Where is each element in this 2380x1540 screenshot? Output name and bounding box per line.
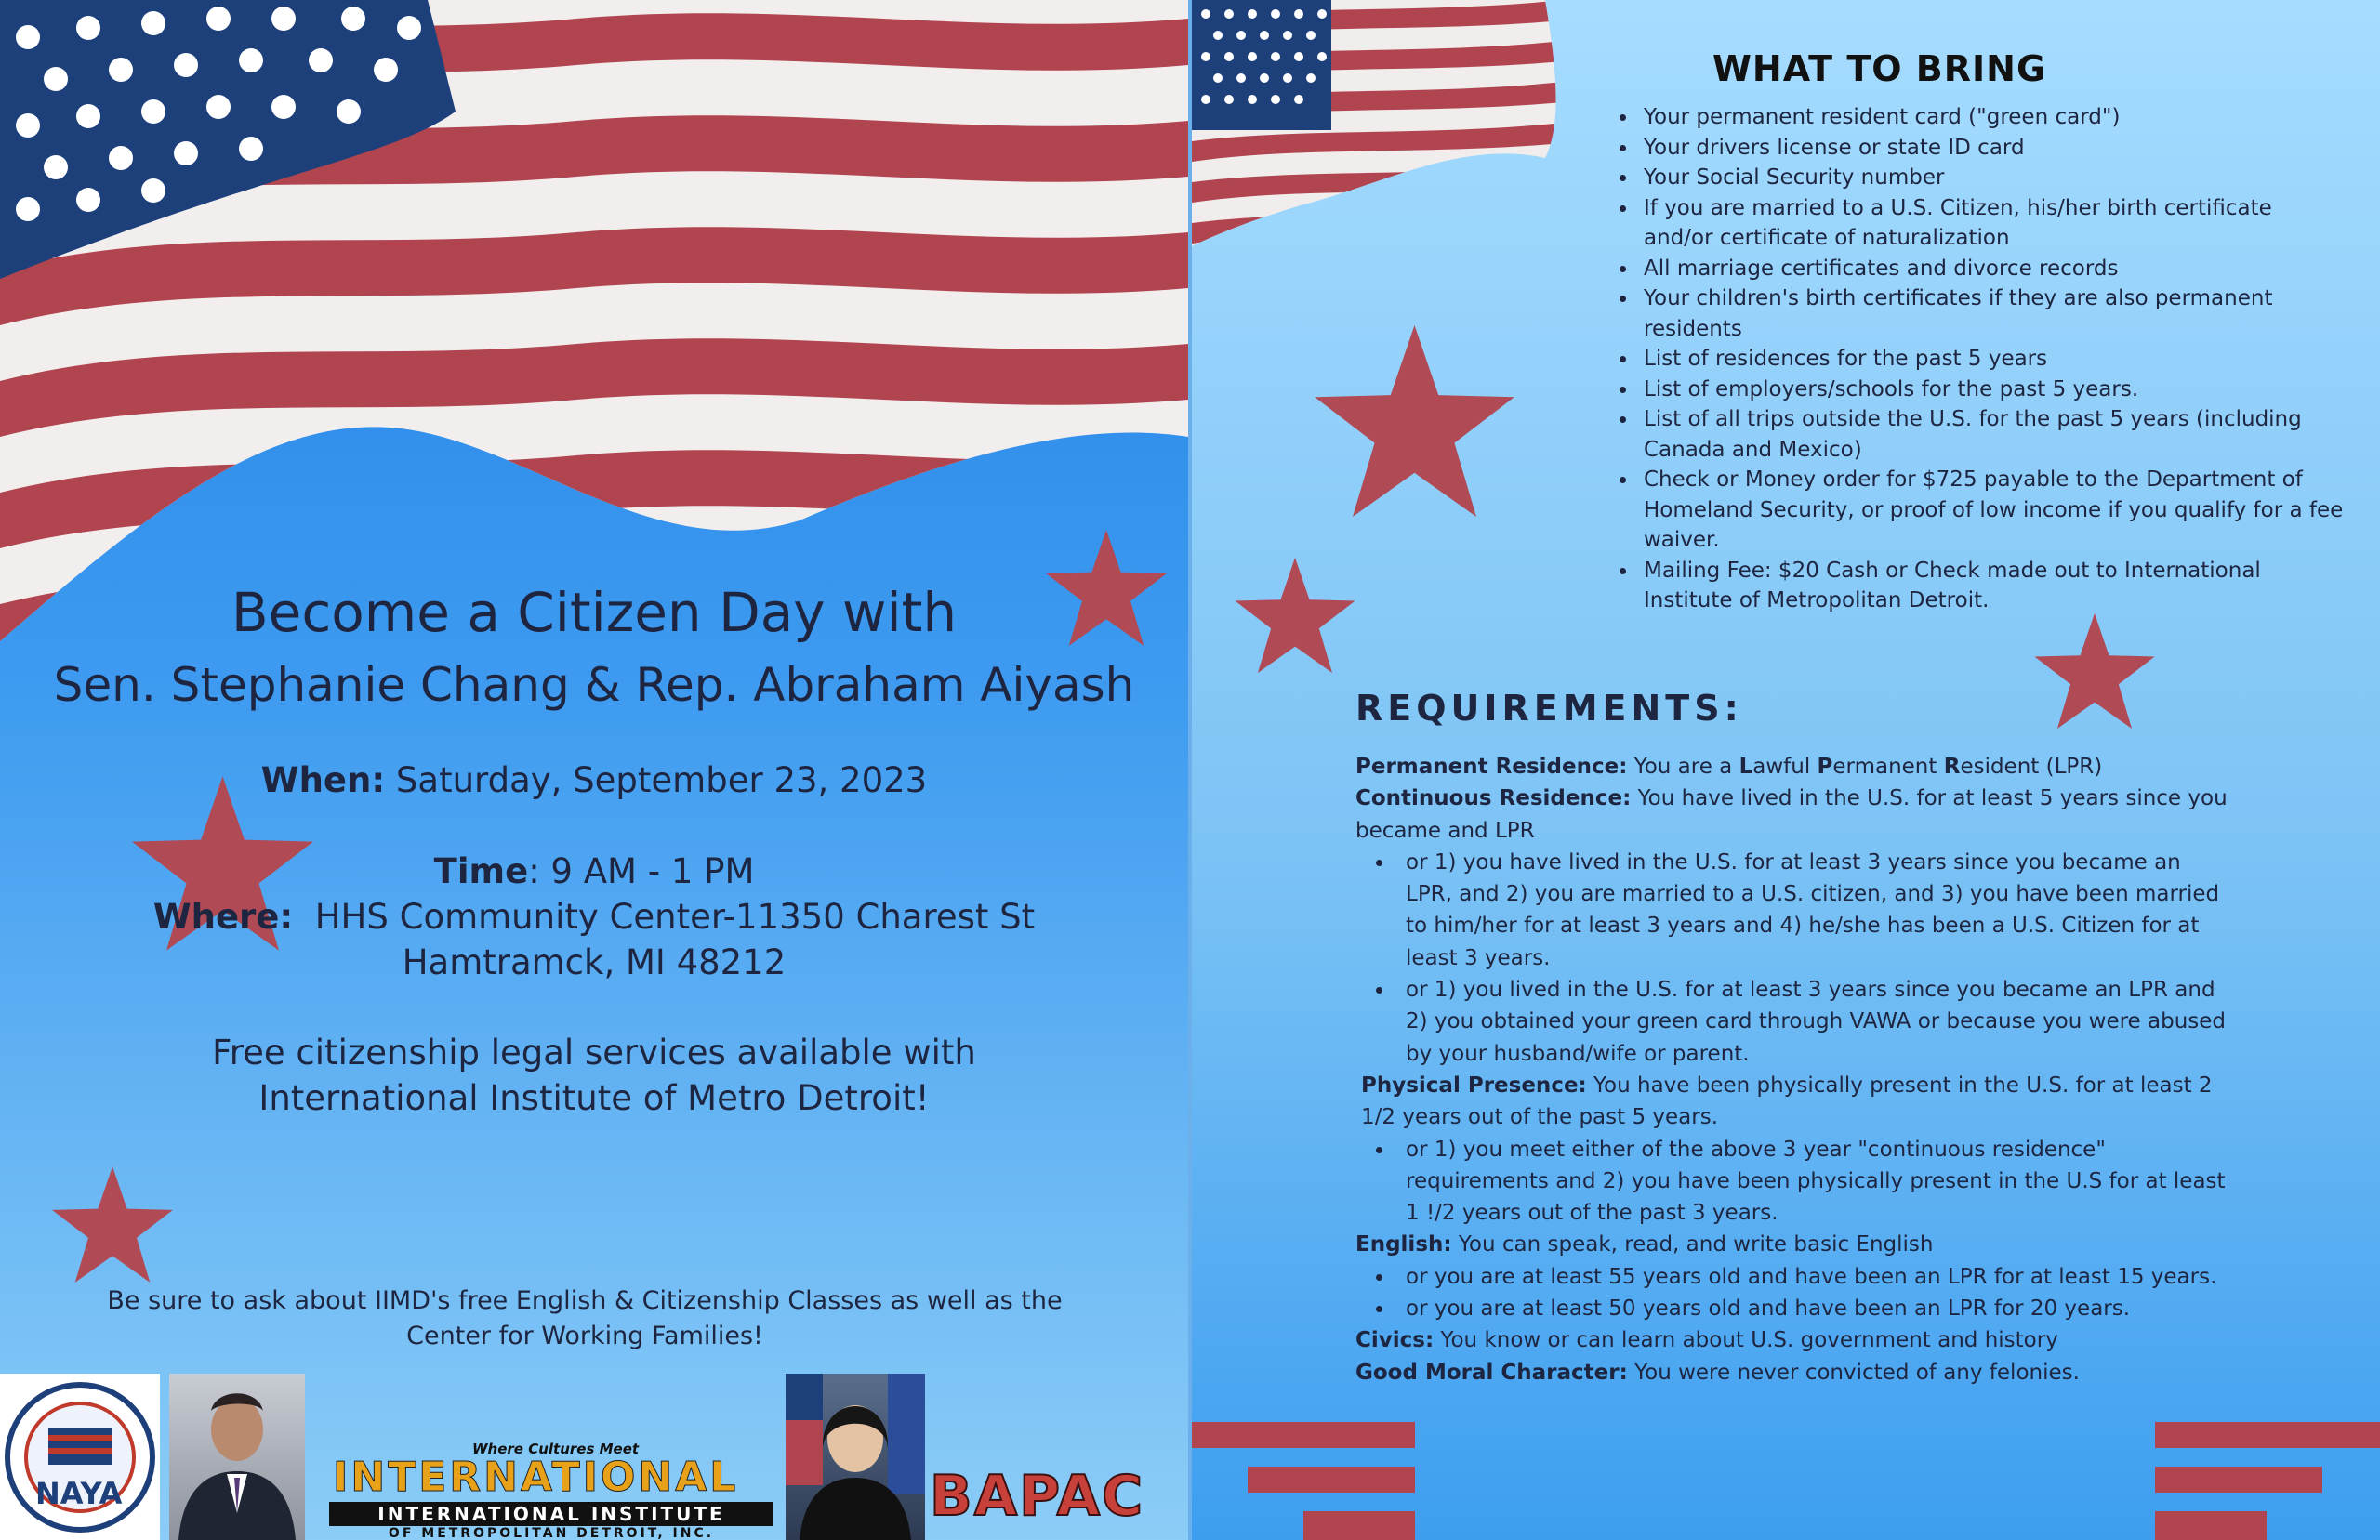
bapac-logo: BAPAC [930,1464,1145,1529]
list-item: • All marriage certificates and divorce records [1638,254,2345,284]
req-permanent-residence [1355,751,2229,783]
list-item: • Your drivers license or state ID card [1638,133,2345,164]
continuous-residence-options [1355,847,2229,1070]
when-label: When: [260,760,386,800]
list-item: • List of employers/schools for the past 5 years. [1638,375,2345,405]
flyer-back [1192,0,2380,1540]
list-item: • If you are married to a U.S. Citizen, his/her birth certificate and/or certificate of naturalization [1638,193,2345,254]
star-icon [1315,325,1514,517]
req-text: You know or can learn about U.S. government and history [1434,1328,2058,1353]
req-text: You are a [1627,755,1739,779]
stripe-decoration [2155,1511,2267,1540]
list-item: • List of all trips outside the U.S. for the past 5 years (including Canada and Mexico) [1638,404,2345,465]
req-label: Permanent Residence: [1355,755,1628,779]
classes-note-line1: Be sure to ask about IIMD's free English & Citizenship Classes as well as the [107,1286,1063,1315]
list-item: • Mailing Fee: $20 Cash or Check made out to International Institute of Metropolitan Detroit. [1638,556,2345,616]
free-services-line2: International Institute of Metro Detroit! [258,1078,930,1118]
classes-note-line2: Center for Working Families! [406,1322,763,1350]
list-item: • or you are at least 50 years old and have been an LPR for 20 years. [1395,1293,2229,1324]
event-subtitle: Sen. Stephanie Chang & Rep. Abraham Aiyash [53,658,1135,712]
req-initial: P [1817,755,1833,779]
list-item: • Your Social Security number [1638,163,2345,193]
req-label: Good Moral Character: [1355,1360,1628,1385]
req-continuous-residence [1355,783,2229,847]
star-icon [1235,558,1355,673]
req-label: Civics: [1355,1328,1435,1353]
event-city: Hamtramck, MI 48212 [402,942,787,982]
where-label: Where: [152,897,294,937]
where-value: HHS Community Center-11350 Charest St [293,897,1036,937]
requirements-heading: REQUIREMENTS: [1355,688,1743,729]
req-physical-presence [1355,1070,2229,1134]
stripe-decoration [1248,1467,1415,1493]
bring-heading: WHAT TO BRING [1712,48,2047,89]
req-label: Continuous Residence: [1355,786,1632,811]
iimd-tagline: Where Cultures Meet [472,1441,640,1457]
english-options [1355,1261,2229,1325]
req-label: English: [1355,1232,1452,1257]
small-flag-illustration [1192,0,1564,251]
stripe-decoration [1303,1511,1415,1540]
star-icon [2034,613,2155,729]
representative-photo [169,1374,305,1540]
stripe-decoration [1192,1422,1415,1448]
req-label: Physical Presence: [1361,1073,1587,1098]
iimd-name: INTERNATIONAL INSTITUTE [329,1502,774,1526]
req-good-moral-character [1355,1357,2229,1389]
iimd-wordmark: INTERNATIONAL [333,1454,739,1501]
star-icon [52,1166,173,1283]
list-item: • or 1) you have lived in the U.S. for at least 3 years since you became an LPR, and 2) you are married to a U.S. citizen, and 3) you have been married to him/her for at least 3 years and 4) he/she has been a U.S. Citizen for at least 3 years. [1395,847,2229,974]
list-item: • or 1) you meet either of the above 3 year "continuous residence" requirements and 2) you have been physically present in the U.S for at least 1 !/2 years out of the past 3 years. [1395,1134,2229,1230]
stripe-decoration [2155,1467,2322,1493]
naya-wordmark: NAYA [35,1476,123,1511]
list-item: • Check or Money order for $725 payable to the Department of Homeland Security, or proof of low income if you qualify for a fee waiver. [1638,465,2345,556]
req-text: ermanent [1832,755,1944,779]
flyer-front [0,0,1188,1540]
time-value: : 9 AM - 1 PM [528,851,755,891]
list-item: • or 1) you lived in the U.S. for at least 3 years since you became an LPR and 2) you obtained your green card through VAWA or because you were abused by your husband/wife or parent. [1395,974,2229,1070]
event-time [0,849,1188,894]
free-services-line1: Free citizenship legal services available with [212,1033,976,1073]
iimd-subname: OF METROPOLITAN DETROIT, INC. [388,1526,715,1540]
time-label: Time [433,851,529,891]
bring-list [1601,102,2345,616]
list-item: • Your permanent resident card ("green card") [1638,102,2345,133]
req-text: You have been physically present in the U.S. for at least 2 1/2 years out of the past 5 years. [1361,1073,2213,1130]
list-item: • List of residences for the past 5 years [1638,344,2345,375]
senator-photo [786,1374,925,1540]
list-item: • or you are at least 55 years old and have been an LPR for at least 15 years. [1395,1261,2229,1293]
req-english [1355,1229,2229,1260]
event-where [0,894,1188,940]
req-text: awful [1752,755,1818,779]
req-text: esident (LPR) [1960,755,2103,779]
iimd-logo [324,1413,779,1540]
req-initial: L [1739,755,1753,779]
req-civics [1355,1324,2229,1356]
when-value: Saturday, September 23, 2023 [385,760,928,800]
list-item: • Your children's birth certificates if they are also permanent residents [1638,283,2345,344]
event-when [0,757,1188,803]
physical-presence-options [1355,1134,2229,1230]
requirements-body [1355,751,2229,1389]
naya-logo [0,1374,160,1540]
req-text: You have lived in the U.S. for at least 5 years since you became and LPR [1355,786,2228,843]
us-flag-illustration [0,0,1188,651]
stripe-decoration [2155,1422,2380,1448]
event-title: Become a Citizen Day with [231,581,958,644]
req-text: You can speak, read, and write basic English [1451,1232,1934,1257]
req-initial: R [1943,755,1961,779]
req-text: You were never convicted of any felonies. [1627,1360,2080,1385]
